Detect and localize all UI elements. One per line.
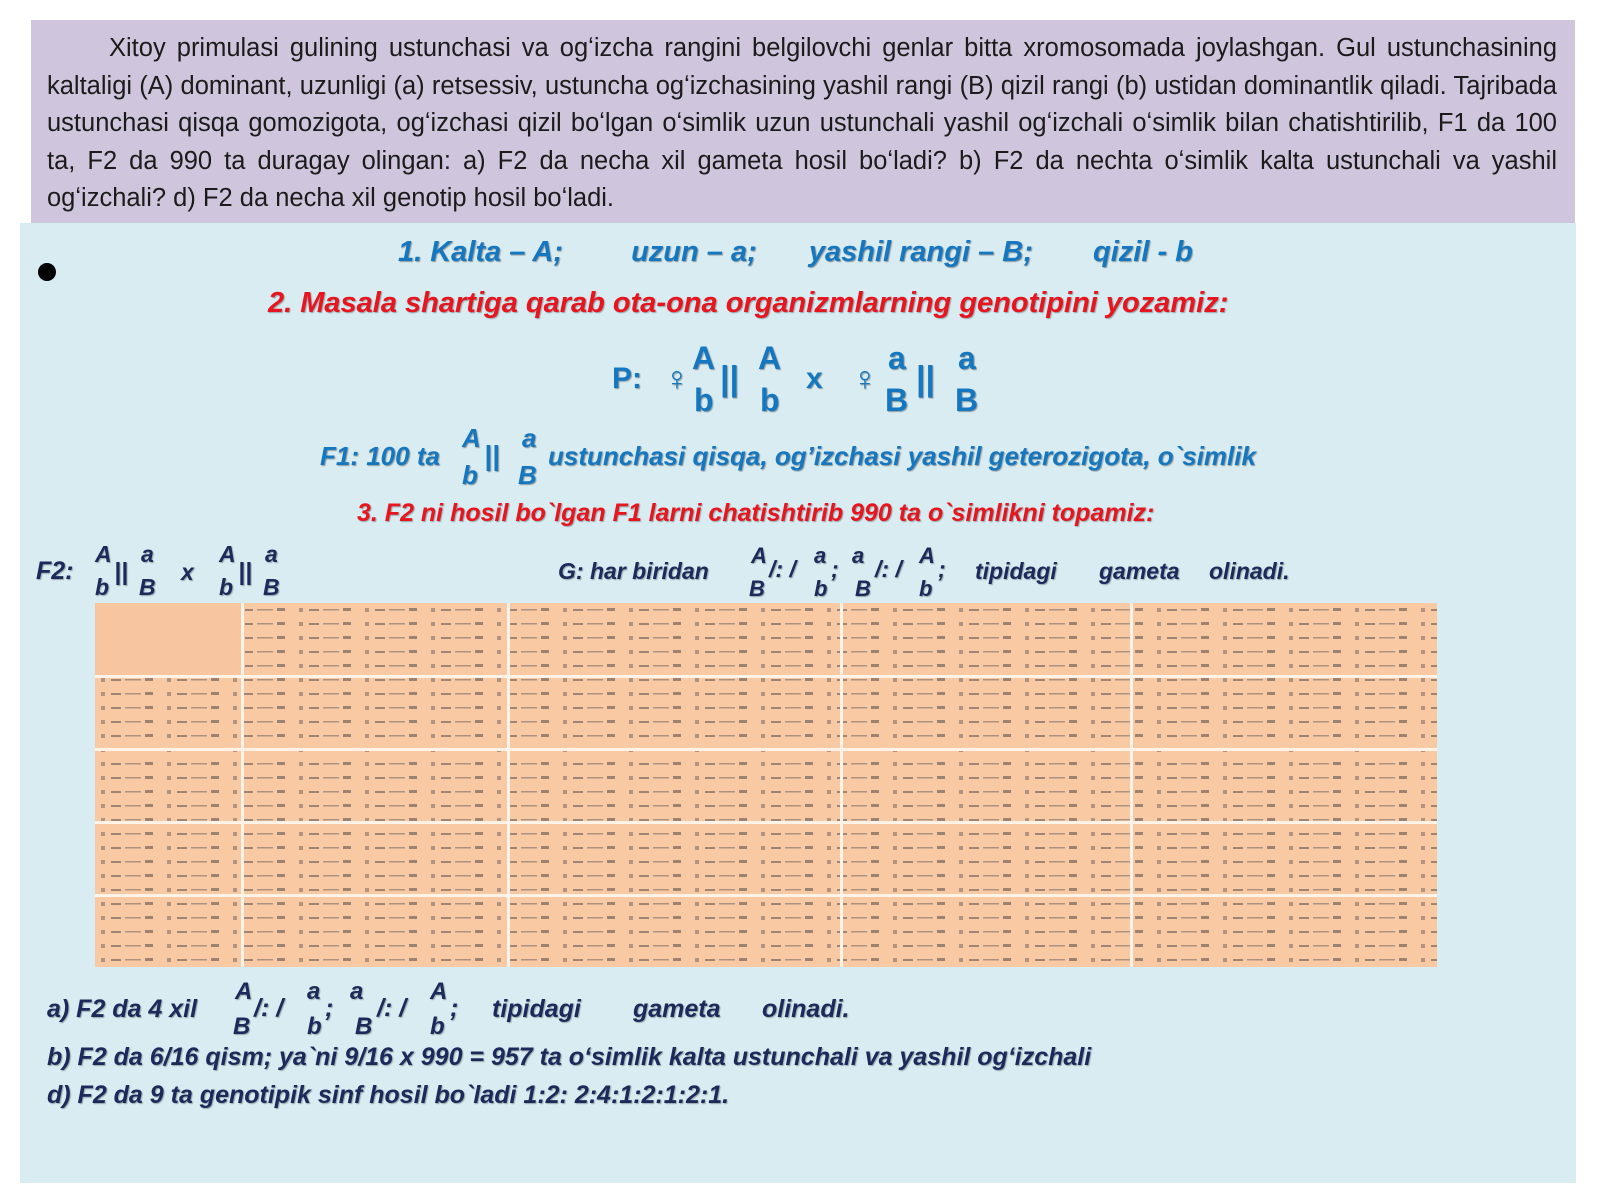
f2-label: F2: [36,557,74,585]
f2-tail-olinadi: olinadi. [1209,558,1290,584]
step2-line: 2. Masala shartiga qarab ota-ona organizmlarning genotipini yozamiz: [268,287,1229,319]
punnett-cell-texture [95,603,1437,967]
f2-cross: x [181,559,194,585]
gamete-3-top: a [852,543,865,568]
gene-b-bottom-2: b [760,382,780,418]
punnett-row-divider [95,748,1437,751]
f2-gene-b-1: b [95,574,110,600]
answer-sep-3: /: / [377,994,407,1022]
answer-gamete-3-top: a [350,978,364,1005]
punnett-row-divider [95,821,1437,824]
gene-A-top: A [692,340,716,376]
answer-gamete-2-bot: b [307,1013,322,1040]
f2-gene-a-2: a [265,541,278,567]
step1-yashil: yashil rangi – B; [808,236,1033,268]
gene-B-bottom: B [885,382,909,418]
f2-bars-1: || [114,558,128,586]
f1-gene-B: B [518,460,537,490]
answer-b: b) F2 da 6/16 qism; ya`ni 9/16 x 990 = 957 ta o‘simlik kalta ustunchali va yashil og‘izchali [47,1043,1092,1071]
answer-a-olinadi: olinadi. [762,995,850,1023]
f2-gene-B-1: B [139,574,156,600]
answer-d: d) F2 da 9 ta genotipik sinf hosil bo`ladi 1:2: 2:4:1:2:1:2:1. [47,1081,730,1109]
answer-gamete-4-top: A [430,978,448,1005]
step1-uzun: uzun – a; [631,236,757,268]
punnett-col-divider [840,603,843,967]
gamete-2-bot: b [814,576,828,601]
answer-gamete-2-top: a [307,978,321,1005]
gene-A-top-2: A [758,340,782,376]
f2-gene-A-2: A [219,541,236,567]
punnett-col-divider [241,603,244,967]
step1-qizil: qizil - b [1093,236,1193,268]
cross-sign: x [806,362,823,395]
gene-a-top: a [888,340,906,376]
answer-a-prefix: a) F2 da 4 xil [47,995,198,1023]
f2-gene-B-2: B [263,574,280,600]
f2-tail-gameta: gameta [1099,558,1180,584]
f1-gene-A: A [462,423,481,453]
gamete-sep-4: ; [938,556,946,582]
f1-gene-a: a [522,423,537,453]
gene-b-bottom: b [694,382,714,418]
gamete-sep-3: /: / [875,556,902,582]
gamete-1-bot: B [749,576,765,601]
answer-sep-1: /: / [254,994,284,1022]
f2-gene-a-1: a [141,541,154,567]
answer-a-gameta: gameta [633,995,721,1023]
parents-label: P: [612,362,642,395]
bullet-dot [38,263,56,281]
f1-bars: || [484,440,500,471]
chromosome-bars-1: || [720,360,740,398]
gamete-label: G: har biridan [558,558,709,584]
gamete-4-top: A [919,543,935,568]
answer-gamete-1-bot: B [233,1013,251,1040]
answer-gamete-3-bot: B [355,1013,373,1040]
answer-gamete-4-bot: b [430,1013,445,1040]
step1-kalta: 1. Kalta – A; [398,236,563,268]
punnett-row-divider [95,675,1437,678]
gene-a-top-2: a [958,340,976,376]
answer-gamete-1-top: A [235,978,253,1005]
gene-B-bottom-2: B [955,382,979,418]
problem-text: Xitoy primulasi gulining ustunchasi va ogʻizcha rangini belgilovchi genlar bitta xromosomada joylashgan. Gul ustunchasining kaltaligi (A) dominant, uzunligi (a) retsessiv, ustuncha ogʻizchasining yashil rangi (B) qizil rangi (b) ustidan dominantlik qiladi. Tajribada ustunchasi qisqa gomozigota, ogʻizchasi qizil boʻlgan oʻsimlik uzun ustunchali yashil ogʻizchali oʻsimlik bilan chatishtirilib, F1 da 100 ta, F2 da 990 ta duragay olingan: a) F2 da necha xil gameta hosil boʻladi? b) F2 da nechta oʻsimlik kalta ustunchali va yashil ogʻizchali? d) F2 da necha xil genotip hosil boʻladi. [47,34,1557,212]
chromosome-bars-2: || [916,360,936,398]
female-symbol-2: ♀ [852,360,878,398]
f2-gene-b-2: b [219,574,234,600]
f1-description: ustunchasi qisqa, og’izchasi yashil geterozigota, o`simlik [548,441,1256,471]
gamete-1-top: A [751,543,767,568]
punnett-row-divider [95,894,1437,897]
problem-box [31,20,1575,223]
gamete-4-bot: b [919,576,933,601]
f2-tail-tipidagi: tipidagi [975,558,1057,584]
punnett-square [95,603,1437,967]
f2-gene-A-1: A [95,541,112,567]
f1-gene-b: b [462,460,478,490]
gamete-2-top: a [814,543,827,568]
step3-line: 3. F2 ni hosil bo`lgan F1 larni chatishtirib 990 ta o`simlikni topamiz: [357,499,1155,527]
answer-sep-4: ; [450,994,459,1022]
punnett-col-divider [507,603,510,967]
f2-bars-2: || [238,558,252,586]
f1-prefix: F1: 100 ta [320,441,440,471]
gamete-sep-1: /: / [769,556,796,582]
gamete-3-bot: B [855,576,871,601]
answer-a-tipidagi: tipidagi [492,995,581,1023]
gamete-sep-2: ; [831,556,839,582]
step1-line [398,236,1193,269]
female-symbol-1: ♀ [664,360,690,398]
punnett-col-divider [1130,603,1133,967]
answer-sep-2: ; [325,994,334,1022]
